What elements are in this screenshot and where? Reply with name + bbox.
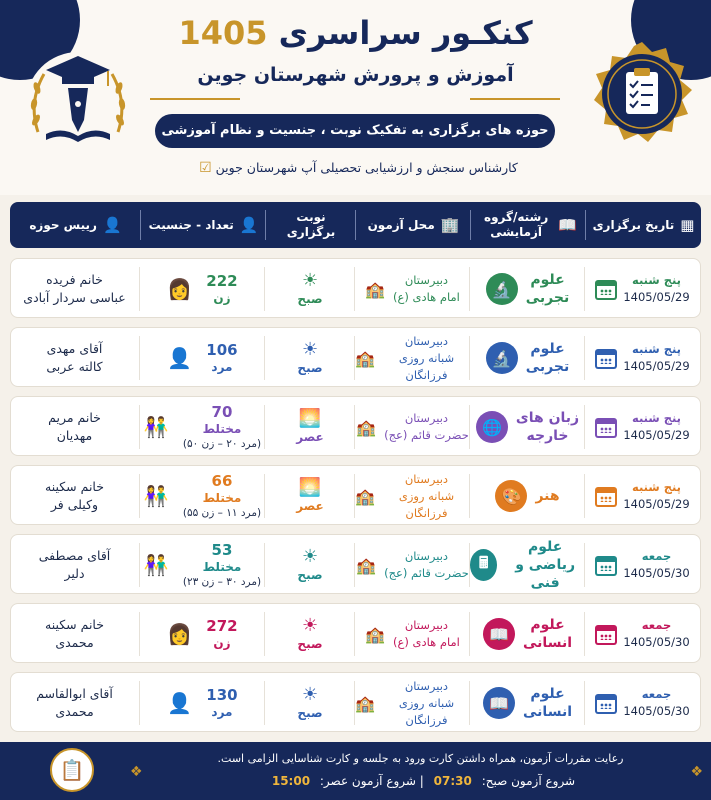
shift-cell bbox=[265, 259, 355, 319]
palette-icon: 🎨 bbox=[495, 480, 527, 512]
divider bbox=[150, 98, 240, 100]
evening-start-time: 15:00 bbox=[271, 774, 311, 788]
table-header bbox=[10, 202, 701, 248]
participant-count: 272 bbox=[206, 616, 238, 635]
count-cell bbox=[140, 259, 265, 319]
field-cell bbox=[470, 328, 585, 388]
head-surname: دلیر bbox=[64, 566, 85, 581]
times-separator: | bbox=[419, 774, 424, 788]
book-icon: 📖 bbox=[558, 215, 577, 234]
exam-date: 1405/05/29 bbox=[623, 428, 690, 442]
col-date: ▦ تاریخ برگزاری bbox=[592, 215, 695, 234]
field-line-2: انسانی bbox=[523, 635, 572, 651]
col-head: 👤 رییس حوزه bbox=[29, 215, 122, 234]
field-line-1: علوم bbox=[527, 539, 563, 555]
venue-type: دبیرستان bbox=[404, 549, 449, 563]
ornament-icon: ❖ bbox=[690, 764, 703, 780]
head-surname: کالته عربی bbox=[46, 359, 103, 374]
field-line-2: ریاضی و فنی bbox=[515, 557, 576, 591]
venue-name: شبانه روزی فرزانگان bbox=[398, 695, 455, 727]
shift-label: صبح bbox=[297, 637, 323, 651]
count-cell bbox=[140, 673, 265, 733]
couple-icon: 👫 bbox=[143, 553, 169, 577]
building-icon: 🏫 bbox=[365, 624, 386, 644]
shift-cell bbox=[265, 466, 355, 526]
date-cell bbox=[585, 604, 700, 664]
calendar-icon bbox=[595, 485, 617, 507]
calendar-icon bbox=[595, 554, 617, 576]
venue-cell bbox=[355, 466, 470, 526]
head-title-name: آقای مصطفی bbox=[38, 548, 111, 563]
field-line-1: علوم bbox=[530, 272, 565, 288]
field-line-1: علوم bbox=[530, 341, 565, 357]
venue-cell bbox=[355, 259, 470, 319]
sunset-icon: 🌅 bbox=[298, 408, 322, 429]
head-cell bbox=[9, 259, 140, 319]
table-row bbox=[10, 258, 701, 318]
venue-name: حضرت قائم (عج) bbox=[384, 428, 469, 442]
person-icon: 👤 bbox=[102, 215, 122, 234]
table-row bbox=[10, 603, 701, 663]
gender-breakdown: (مرد ۲۰ – زن ۵۰) bbox=[182, 437, 262, 450]
participant-count: 53 bbox=[211, 540, 233, 559]
shift-label: صبح bbox=[297, 361, 323, 375]
shift-cell bbox=[265, 604, 355, 664]
globe-icon: 🌐 bbox=[476, 411, 508, 443]
exam-date: 1405/05/29 bbox=[623, 497, 690, 511]
date-cell bbox=[585, 673, 700, 733]
gender-breakdown: (مرد ۱۱ – زن ۵۵) bbox=[182, 506, 262, 519]
shift-cell bbox=[265, 328, 355, 388]
head-cell bbox=[9, 466, 140, 526]
head-surname: محمدی bbox=[55, 704, 94, 719]
building-icon: 🏫 bbox=[355, 486, 375, 506]
microscope-icon: 🔬 bbox=[486, 342, 518, 374]
date-cell bbox=[585, 328, 700, 388]
head-title-name: آقای مهدی bbox=[46, 341, 103, 356]
participant-count: 130 bbox=[206, 685, 238, 704]
venue-type: دبیرستان bbox=[404, 678, 449, 693]
exam-day: جمعه bbox=[641, 618, 672, 632]
field-line-2: انسانی bbox=[523, 704, 572, 720]
field-line-1: زبان های bbox=[515, 410, 580, 426]
evening-start-label: شروع آزمون عصر: bbox=[319, 774, 416, 788]
field-cell bbox=[470, 397, 585, 457]
building-icon: 🏫 bbox=[355, 348, 375, 368]
venue-type: دبیرستان bbox=[404, 411, 449, 425]
ornament-icon: ❖ bbox=[130, 764, 143, 780]
head-cell bbox=[9, 604, 140, 664]
book-icon: 📖 bbox=[483, 687, 515, 719]
field-cell bbox=[470, 535, 585, 595]
field-line-1: هنر bbox=[535, 488, 560, 504]
field-line-2: تجربی bbox=[525, 290, 570, 306]
venue-cell bbox=[355, 535, 470, 595]
gender-label: مرد bbox=[211, 704, 233, 719]
clipboard-badge-icon bbox=[588, 40, 696, 148]
head-title-name: خانم سکینه bbox=[45, 617, 104, 632]
venue-cell bbox=[355, 397, 470, 457]
head-title-name: خانم فریده bbox=[46, 272, 103, 287]
table-row bbox=[10, 672, 701, 732]
calendar-icon: ▦ bbox=[680, 215, 695, 234]
page-subtitle: آموزش و پرورش شهرستان جوین bbox=[197, 64, 514, 86]
morning-start-time: 07:30 bbox=[433, 774, 472, 788]
venue-name: شبانه روزی فرزانگان bbox=[398, 488, 455, 520]
divider bbox=[470, 98, 560, 100]
exam-date: 1405/05/30 bbox=[623, 635, 690, 649]
exam-date: 1405/05/30 bbox=[623, 704, 690, 718]
shift-label: صبح bbox=[297, 706, 323, 720]
gender-label: زن bbox=[213, 635, 231, 650]
field-cell bbox=[470, 259, 585, 319]
clipboard-check-icon: 📋 bbox=[50, 748, 94, 792]
shift-label: عصر bbox=[296, 499, 324, 513]
count-cell bbox=[140, 535, 265, 595]
exam-date: 1405/05/30 bbox=[623, 566, 690, 580]
col-count: 👤 تعداد - جنسیت bbox=[148, 215, 259, 234]
shift-cell bbox=[265, 673, 355, 733]
head-cell bbox=[9, 673, 140, 733]
venue-cell bbox=[355, 604, 470, 664]
calendar-icon bbox=[595, 347, 617, 369]
exam-day: جمعه bbox=[641, 687, 672, 701]
gender-label: مختلط bbox=[202, 559, 242, 574]
date-cell bbox=[585, 397, 700, 457]
credit-text: کارشناس سنجش و ارزشیابی تحصیلی آپ شهرستان جوین bbox=[215, 160, 518, 175]
footer bbox=[0, 742, 711, 800]
female-icon: 👩 bbox=[167, 622, 193, 646]
head-cell bbox=[9, 328, 140, 388]
calendar-icon bbox=[595, 416, 617, 438]
calendar-icon bbox=[595, 278, 617, 300]
page-title: کنکـور سراسری 1405 bbox=[178, 14, 533, 52]
venue-name: امام هادی (ع) bbox=[393, 290, 460, 304]
exam-day: پنج شنبه bbox=[632, 480, 681, 494]
exam-day: جمعه bbox=[641, 549, 672, 563]
venue-type: دبیرستان bbox=[404, 273, 449, 287]
table-row bbox=[10, 534, 701, 594]
venue-name: شبانه روزی فرزانگان bbox=[398, 350, 455, 382]
field-cell bbox=[470, 466, 585, 526]
header bbox=[0, 0, 711, 195]
male-icon: 👤 bbox=[167, 346, 193, 370]
count-cell bbox=[140, 604, 265, 664]
shift-cell bbox=[265, 397, 355, 457]
venue-cell bbox=[355, 328, 470, 388]
couple-icon: 👫 bbox=[143, 415, 169, 439]
building-icon: 🏫 bbox=[355, 693, 375, 713]
head-surname: عباسی سردار آبادی bbox=[23, 290, 126, 305]
sun-icon: ☀ bbox=[301, 339, 319, 360]
participant-count: 106 bbox=[206, 340, 238, 359]
head-surname: محمدی bbox=[55, 635, 94, 650]
venue-type: دبیرستان bbox=[404, 618, 449, 632]
count-cell bbox=[140, 328, 265, 388]
col-shift: نوبت برگزاری bbox=[286, 210, 336, 239]
col-venue: 🏢 محل آزمون bbox=[367, 215, 460, 234]
head-surname: مهدیان bbox=[56, 428, 93, 443]
col-field: 📖 رشته/گروه آزمایشی bbox=[484, 210, 577, 239]
exam-day: پنج شنبه bbox=[632, 411, 681, 425]
book-icon: 📖 bbox=[483, 618, 515, 650]
count-cell bbox=[140, 466, 265, 526]
head-title-name: آقای ابوالقاسم bbox=[36, 686, 113, 701]
female-icon: 👩 bbox=[167, 277, 193, 301]
male-icon: 👤 bbox=[167, 691, 193, 715]
table-row bbox=[10, 327, 701, 387]
field-cell bbox=[470, 604, 585, 664]
head-title-name: خانم مریم bbox=[48, 410, 101, 425]
venue-name: امام هادی (ع) bbox=[393, 635, 460, 649]
head-cell bbox=[9, 397, 140, 457]
exam-day: پنج شنبه bbox=[632, 342, 681, 356]
table-row bbox=[10, 465, 701, 525]
venue-type: دبیرستان bbox=[404, 471, 449, 486]
gender-label: مختلط bbox=[202, 490, 242, 505]
sunset-icon: 🌅 bbox=[298, 477, 322, 498]
gender-label: مرد bbox=[211, 359, 233, 374]
shift-label: صبح bbox=[297, 292, 323, 306]
calendar-icon bbox=[595, 623, 617, 645]
credit-line bbox=[150, 160, 561, 176]
head-cell bbox=[9, 535, 140, 595]
calendar-icon bbox=[595, 692, 617, 714]
gender-label: مختلط bbox=[202, 421, 242, 436]
sun-icon: ☀ bbox=[301, 615, 319, 636]
venue-name: حضرت قائم (عج) bbox=[384, 566, 469, 580]
exam-date: 1405/05/29 bbox=[623, 359, 690, 373]
checklist-icon: ☑ bbox=[199, 160, 212, 176]
count-cell bbox=[140, 397, 265, 457]
venue-cell bbox=[355, 673, 470, 733]
participant-count: 70 bbox=[211, 402, 233, 421]
gender-label: زن bbox=[213, 290, 231, 305]
building-icon: 🏢 bbox=[440, 215, 460, 234]
shift-cell bbox=[265, 535, 355, 595]
venue-type: دبیرستان bbox=[404, 333, 449, 348]
date-cell bbox=[585, 535, 700, 595]
exam-day: پنج شنبه bbox=[632, 273, 681, 287]
calculator-icon: 🖩 bbox=[470, 549, 497, 581]
date-cell bbox=[585, 466, 700, 526]
microscope-icon: 🔬 bbox=[486, 273, 518, 305]
gender-breakdown: (مرد ۳۰ – زن ۲۳) bbox=[182, 575, 262, 588]
exam-start-times bbox=[150, 774, 691, 788]
sun-icon: ☀ bbox=[301, 684, 319, 705]
shift-label: عصر bbox=[296, 430, 324, 444]
participant-count: 66 bbox=[211, 471, 233, 490]
couple-icon: 👫 bbox=[143, 484, 169, 508]
morning-start-label: شروع آزمون صبح: bbox=[481, 774, 576, 788]
person-icon: 👤 bbox=[239, 215, 259, 234]
field-line-2: تجربی bbox=[525, 359, 570, 375]
field-cell bbox=[470, 673, 585, 733]
building-icon: 🏫 bbox=[356, 417, 377, 437]
graduation-pen-logo-icon bbox=[18, 42, 138, 162]
footer-note: رعایت مقررات آزمون، همراه داشتن کارت ورود به جلسه و کارت شناسایی الزامی است. bbox=[217, 752, 624, 765]
shift-label: صبح bbox=[297, 568, 323, 582]
exam-date: 1405/05/29 bbox=[623, 290, 690, 304]
sun-icon: ☀ bbox=[301, 270, 319, 291]
sun-icon: ☀ bbox=[301, 546, 319, 567]
participant-count: 222 bbox=[206, 271, 238, 290]
building-icon: 🏫 bbox=[365, 279, 386, 299]
section-banner: حوزه های برگزاری به تفکیک نوبت ، جنسیت و نظام آموزشی bbox=[155, 114, 555, 148]
date-cell bbox=[585, 259, 700, 319]
head-surname: وکیلی فر bbox=[50, 497, 99, 512]
table-row bbox=[10, 396, 701, 456]
field-line-1: علوم bbox=[530, 617, 565, 633]
field-line-2: خارجه bbox=[526, 428, 569, 444]
field-line-1: علوم bbox=[530, 686, 565, 702]
building-icon: 🏫 bbox=[356, 555, 377, 575]
head-title-name: خانم سکینه bbox=[45, 479, 104, 494]
